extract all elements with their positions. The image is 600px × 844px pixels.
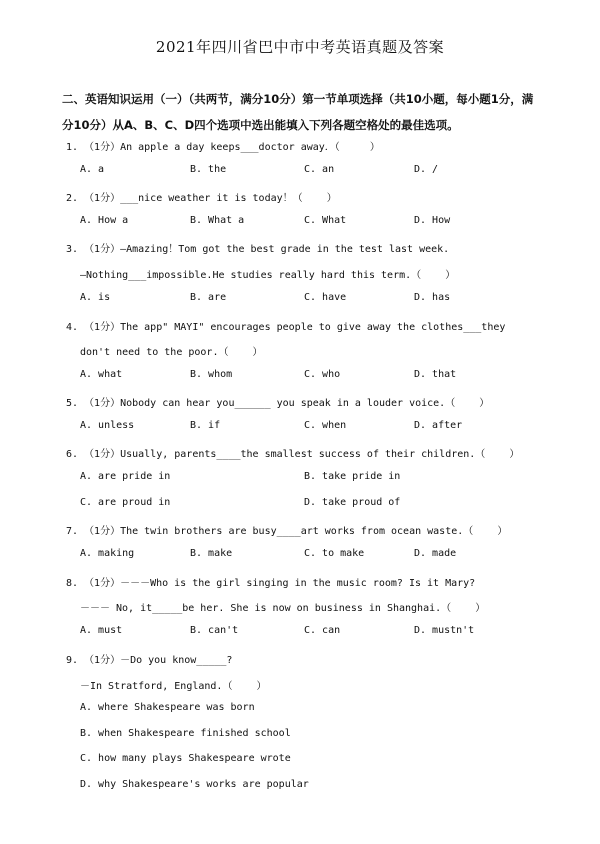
question-8-stem-line2: －－－ No, it_____be her. She is now on business in Shanghai.（ ） [80,603,486,614]
question-5-option-d: D. after [414,420,463,431]
question-3-option-d: D. has [414,292,451,303]
question-1-option-c: C. an [304,164,335,175]
question-4-stem: 4. （1分）The app" MAYI" encourages people to give away the clothes___they [66,322,506,333]
question-9-stem: 9. （1分）－Do you know_____? [66,655,233,666]
question-2-stem: 2. （1分）___nice weather it is today！（ ） [66,193,337,204]
question-1-option-d: D. / [414,164,439,175]
question-8-option-c: C. can [304,625,341,636]
question-8-option-d: D. mustn't [414,625,475,636]
question-2-option-d: D. How [414,215,451,226]
question-3-option-c: C. have [304,292,347,303]
question-4-option-d: D. that [414,369,457,380]
question-2-option-c: C. What [304,215,347,226]
question-3-option-a: A. is [80,292,111,303]
question-8-stem: 8. （1分）－－－Who is the girl singing in the music room? Is it Mary? [66,578,476,589]
question-5-stem: 5. （1分）Nobody can hear you______ you speak in a louder voice.（ ） [66,398,490,409]
question-7-option-a: A. making [80,548,135,559]
question-1-option-b: B. the [190,164,227,175]
question-2-option-b: B. What a [190,215,245,226]
question-5-option-a: A. unless [80,420,135,431]
question-1-stem: 1. （1分）An apple a day keeps___doctor away．（ ） [66,142,380,153]
question-5-option-c: C. when [304,420,347,431]
question-9-option-a: A. where Shakespeare was born [80,702,255,713]
question-4-option-a: A. what [80,369,123,380]
question-4-option-c: C. who [304,369,341,380]
question-6-option-b: B. take pride in [304,471,401,482]
question-2-option-a: A. How a [80,215,129,226]
question-8-option-a: A. must [80,625,123,636]
question-7-option-d: D. made [414,548,457,559]
question-7-option-b: B. make [190,548,233,559]
question-9-option-b: B. when Shakespeare finished school [80,728,291,739]
question-9-stem-line2: －In Stratford, England.（ ） [80,681,267,692]
question-6-option-a: A. are pride in [80,471,171,482]
question-9-option-c: C. how many plays Shakespeare wrote [80,753,291,764]
page-title: 2021年四川省巴中市中考英语真题及答案 [155,38,445,56]
question-6-stem: 6. （1分）Usually, parents____the smallest success of their children.（ ） [66,449,520,460]
question-5-option-b: B. if [190,420,221,431]
question-8-option-b: B. can't [190,625,239,636]
question-7-stem: 7. （1分）The twin brothers are busy____art works from ocean waste.（ ） [66,526,508,537]
section-header: 二、英语知识运用（一）（共两节，满分10分）第一节单项选择（共10小题，每小题1分，满分10分）从A、B、C、D四个选项中选出能填入下列各题空格处的最佳选项。 [62,92,534,132]
question-6-option-d: D. take proud of [304,497,401,508]
question-4-stem-line2: don't need to the poor.（ ） [80,347,263,358]
question-3-stem-line2: —Nothing___impossible.He studies really hard this term.（ ） [80,270,456,281]
question-6-option-c: C. are proud in [80,497,171,508]
question-3-option-b: B. are [190,292,227,303]
question-1-option-a: A. a [80,164,105,175]
question-7-option-c: C. to make [304,548,365,559]
question-3-stem: 3. （1分）—Amazing！Tom got the best grade in the test last week. [66,244,450,255]
question-4-option-b: B. whom [190,369,233,380]
question-9-option-d: D. why Shakespeare's works are popular [80,779,309,790]
